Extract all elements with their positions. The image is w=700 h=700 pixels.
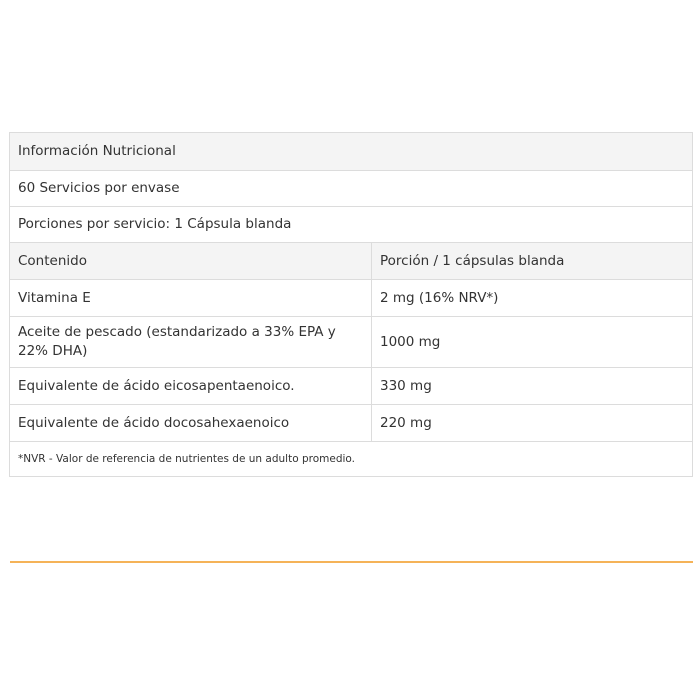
orange-divider: [10, 561, 693, 563]
table-title-row: [10, 133, 692, 170]
servings-row: [10, 170, 692, 206]
nutrient-amount: 2 mg (16% NRV*): [380, 289, 499, 306]
nutrient-name: Aceite de pescado (estandarizado a 33% EPA y 22% DHA): [10, 317, 372, 367]
serving-size: Porciones por servicio: 1 Cápsula blanda: [18, 216, 292, 232]
servings-per-container: 60 Servicios por envase: [18, 180, 180, 196]
table-title: Información Nutricional: [18, 143, 176, 159]
nutrient-amount: 1000 mg: [380, 333, 441, 350]
nutrition-table: [9, 132, 693, 477]
header-portion: Porción / 1 cápsulas blanda: [380, 252, 565, 269]
header-content: Contenido: [10, 243, 372, 279]
table-row: [10, 404, 692, 441]
table-row: [10, 367, 692, 404]
nutrient-name: Equivalente de ácido docosahexaenoico: [10, 405, 372, 441]
nutrient-amount: 220 mg: [380, 414, 432, 431]
nutrient-name: Vitamina E: [10, 280, 372, 316]
table-row: [10, 316, 692, 367]
table-header-row: [10, 242, 692, 279]
table-row: [10, 279, 692, 316]
nutrient-name: Equivalente de ácido eicosapentaenoico.: [10, 368, 372, 404]
footnote-row: [10, 441, 692, 476]
footnote: *NVR - Valor de referencia de nutrientes de un adulto promedio.: [18, 452, 355, 465]
serving-size-row: [10, 206, 692, 242]
nutrient-amount: 330 mg: [380, 377, 432, 394]
